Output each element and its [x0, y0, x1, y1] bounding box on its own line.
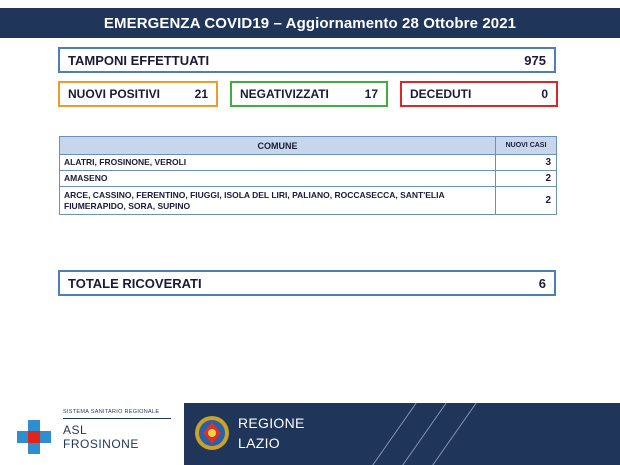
deceduti-value: 0 [541, 87, 548, 101]
asl-logo [15, 403, 185, 458]
nuovi-positivi-label: NUOVI POSITIVI [68, 87, 161, 101]
regione-emblem-icon [194, 415, 230, 451]
comune-cell: AMASENO [60, 171, 496, 187]
decorative-stripe [372, 403, 416, 465]
nuovi-positivi-value: 21 [194, 87, 208, 101]
tamponi-box [58, 47, 556, 73]
ricoverati-box [58, 270, 556, 296]
table-row [60, 187, 557, 215]
asl-name: ASL [63, 423, 88, 437]
deceduti-label: DECEDUTI [410, 87, 472, 101]
comune-cell: ARCE, CASSINO, FERENTINO, FIUGGI, ISOLA DEL LIRI, PALIANO, ROCCASECCA, SANT'ELIA FIUMERAPIDO, SORA, SUPINO [60, 187, 496, 215]
casi-cell: 3 [496, 155, 557, 171]
comune-cell: ALATRI, FROSINONE, VEROLI [60, 155, 496, 171]
asl-city: FROSINONE [63, 437, 139, 451]
negativizzati-box [230, 81, 388, 107]
divider [63, 418, 171, 419]
table-header-row [60, 137, 557, 155]
negativizzati-value: 17 [364, 87, 378, 101]
table-row [60, 171, 557, 187]
nuovi-positivi-box [58, 81, 218, 107]
nuovi-casi-header: NUOVI CASI [496, 137, 557, 155]
page-title: EMERGENZA COVID19 – Aggiornamento 28 Ottobre 2021 [103, 14, 517, 32]
negativizzati-label: NEGATIVIZZATI [240, 87, 329, 101]
ricoverati-label: TOTALE RICOVERATI [68, 275, 202, 291]
lazio-label: LAZIO [238, 435, 280, 451]
tamponi-value: 975 [524, 52, 546, 68]
deceduti-box [400, 81, 558, 107]
table-row [60, 155, 557, 171]
casi-cell: 2 [496, 171, 557, 187]
tamponi-label: TAMPONI EFFETTUATI [68, 52, 210, 68]
red-cross-icon [17, 420, 51, 454]
comune-header: COMUNE [60, 137, 496, 155]
ricoverati-value: 6 [538, 275, 546, 291]
regione-lazio-banner [184, 403, 620, 465]
casi-cell: 2 [496, 187, 557, 215]
regione-label: REGIONE [238, 415, 305, 431]
page-header [0, 8, 620, 38]
comuni-table [59, 136, 557, 215]
asl-subtitle: SISTEMA SANITARIO REGIONALE [63, 409, 160, 415]
